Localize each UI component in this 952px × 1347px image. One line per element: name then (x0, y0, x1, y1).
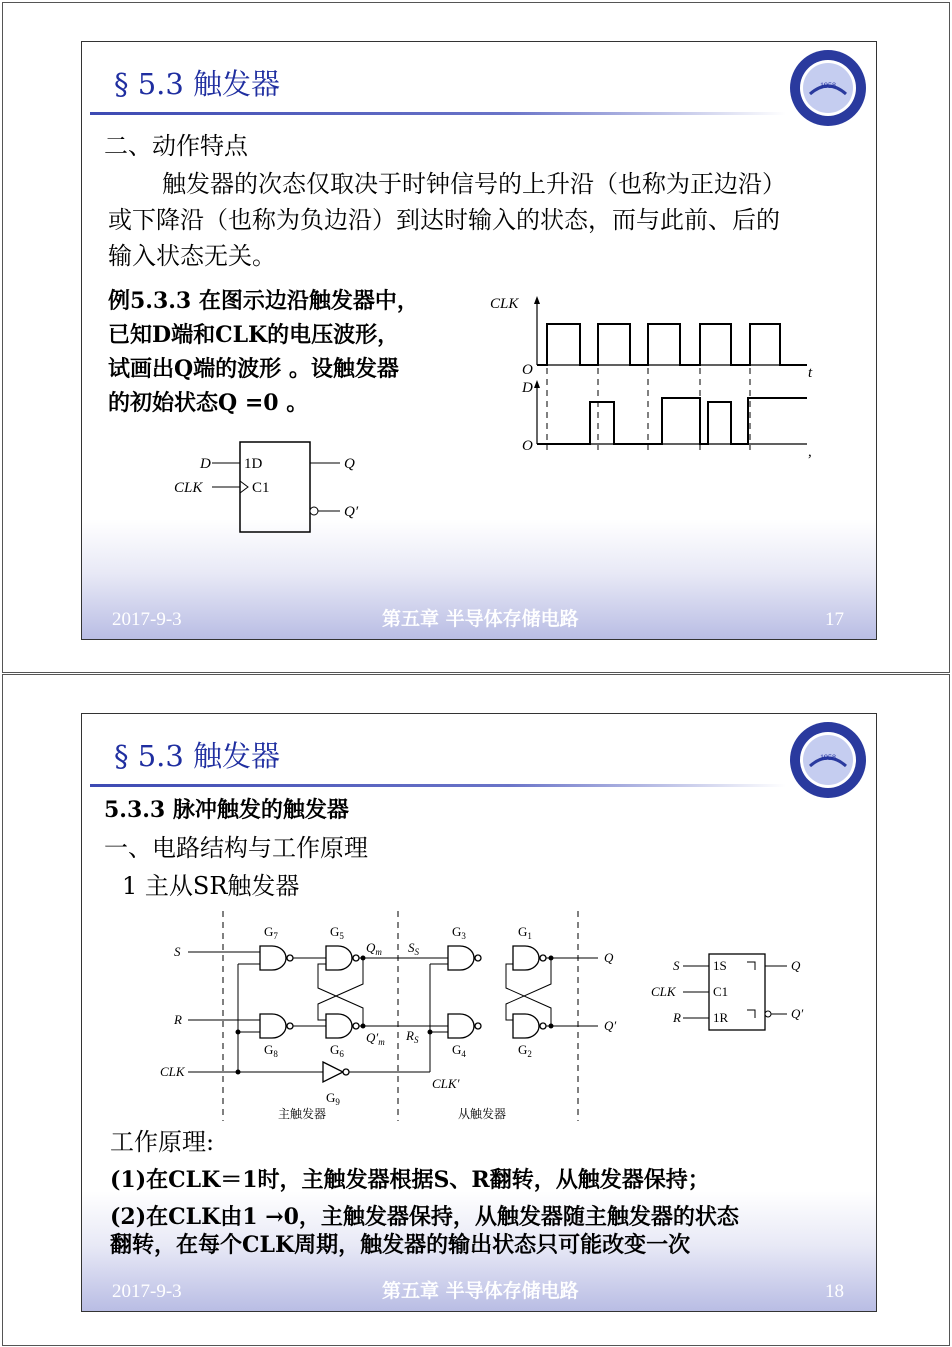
paragraph-line: 触发器的次态仅取决于时钟信号的上升沿（也称为正边沿） (162, 170, 786, 198)
principle-heading: 工作原理: (110, 1128, 215, 1156)
wave-comma: , (808, 444, 812, 460)
d-label: D (200, 456, 211, 472)
slide-title: § 5.3 触发器 (114, 67, 281, 101)
d-flipflop-symbol (172, 437, 372, 547)
sr-flipflop-symbol (647, 944, 817, 1044)
sym-qn-label: Q′ (791, 1006, 804, 1021)
footer-page-number: 17 (825, 609, 844, 630)
master-slave-sr-circuit (160, 906, 628, 1126)
wave-origin-label: O (522, 362, 533, 378)
wave-clk-label: CLK (490, 296, 519, 312)
g8-label: $G_8$ (264, 1042, 278, 1059)
g3-label: $G_3$ (452, 924, 466, 941)
slide-18 (81, 713, 877, 1312)
sym-clk-label: CLK (651, 984, 676, 999)
paragraph-line: 或下降沿（也称为负边沿）到达时输入的状态，而与此前、后的 (108, 206, 780, 234)
principle-line: (2)在CLK由1 →0，主触发器保持，从触发器随主触发器的状态 (110, 1204, 739, 1230)
footer-chapter: 第五章 半导体存储电路 (382, 608, 579, 630)
paragraph-line: 输入状态无关。 (108, 242, 276, 270)
university-logo-icon (788, 720, 868, 800)
clk-d-waveform (482, 290, 822, 470)
sym-q-label: Q (791, 958, 801, 973)
page-1 (2, 2, 950, 673)
g6-label: $G_6$ (330, 1042, 344, 1059)
rs-label: $R_S$ (406, 1028, 419, 1045)
footer-chapter: 第五章 半导体存储电路 (382, 1280, 579, 1302)
g2-label: $G_2$ (518, 1042, 532, 1059)
wave-origin-label: O (522, 438, 533, 454)
footer-date: 2017-9-3 (112, 609, 182, 630)
footer-page-number: 18 (825, 1281, 844, 1302)
g4-label: $G_4$ (452, 1042, 466, 1059)
principle-line: 翻转，在每个CLK周期，触发器的输出状态只可能改变一次 (110, 1232, 691, 1258)
r-input-label: R (174, 1012, 182, 1027)
q-label: Q (344, 456, 355, 472)
topic-heading: 1 主从SR触发器 (122, 872, 300, 900)
section-heading: 一、电路结构与工作原理 (104, 834, 368, 862)
sym-c1-label: C1 (713, 984, 729, 999)
input-c1: C1 (252, 480, 270, 496)
qn-label: Q′ (344, 504, 359, 520)
qm-label: $Q_m$ (366, 940, 382, 957)
principle-line: (1)在CLK＝1时，主触发器根据S、R翻转，从触发器保持； (110, 1167, 710, 1193)
example-line: 例5.3.3 在图示边沿触发器中， (108, 288, 419, 314)
g1-label: $G_1$ (518, 924, 532, 941)
sym-1s-label: 1S (713, 958, 727, 973)
subsection-heading: 5.3.3 脉冲触发的触发器 (104, 797, 349, 823)
footer-date: 2017-9-3 (112, 1281, 182, 1302)
slide-title: § 5.3 触发器 (114, 739, 281, 773)
wave-t-label: t (808, 365, 813, 381)
section-heading: 二、动作特点 (104, 132, 248, 160)
wave-d-label: D (522, 380, 533, 396)
sym-s-label: S (673, 958, 680, 973)
logo-year: 1958 (820, 81, 836, 90)
clk-label: CLK (174, 480, 203, 496)
slave-ff-label: 从触发器 (458, 1107, 507, 1121)
qm-prime-label: $Q'_m$ (366, 1030, 385, 1047)
title-underline (90, 784, 786, 787)
example-line: 的初始状态Q =0 。 (108, 390, 309, 416)
university-logo-icon (788, 48, 868, 128)
sym-r-label: R (673, 1010, 681, 1025)
clk-input-label: CLK (160, 1064, 185, 1079)
qn-output-label: Q′ (604, 1018, 617, 1033)
g9-label: $G_9$ (326, 1090, 340, 1107)
title-underline (90, 112, 786, 115)
ss-label: $S_S$ (408, 940, 419, 957)
g7-label: $G_7$ (264, 924, 278, 941)
logo-year: 1958 (820, 753, 836, 762)
page-2 (2, 674, 950, 1346)
input-1d: 1D (244, 456, 263, 472)
q-output-label: Q (604, 950, 614, 965)
slide-17 (81, 41, 877, 640)
master-ff-label: 主触发器 (278, 1107, 327, 1121)
g5-label: $G_5$ (330, 924, 344, 941)
s-input-label: S (174, 944, 181, 959)
example-line: 已知D端和CLK的电压波形， (108, 322, 400, 348)
example-line: 试画出Q端的波形 。设触发器 (108, 356, 399, 382)
clk-prime-label: CLK′ (432, 1076, 460, 1091)
sym-1r-label: 1R (713, 1010, 729, 1025)
